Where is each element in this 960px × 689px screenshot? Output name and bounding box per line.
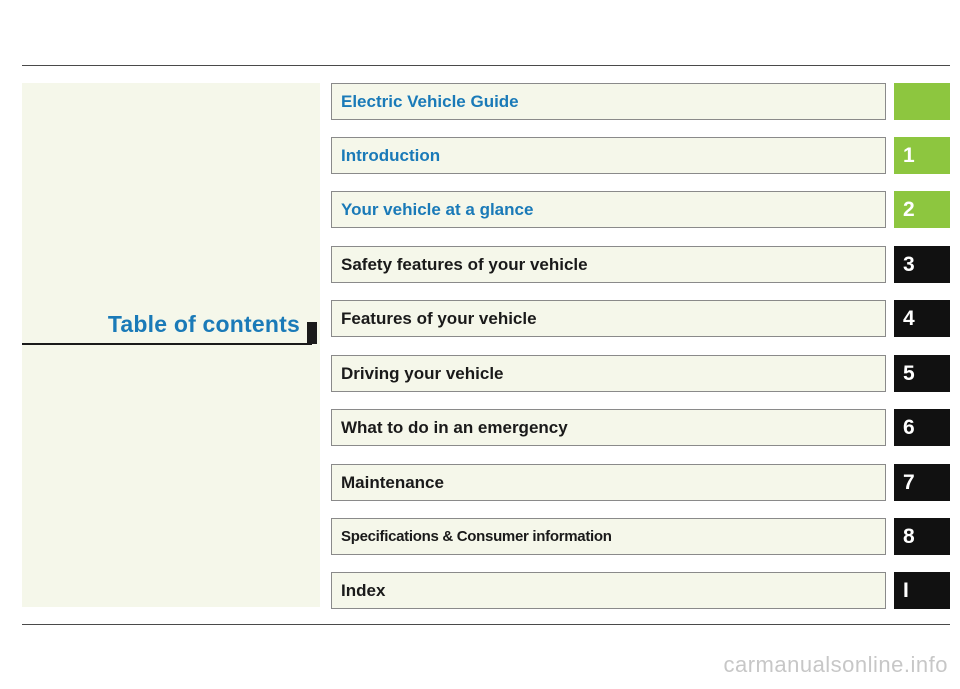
chapter-tab-1[interactable] [894,137,950,174]
chapter-tab-label: 1 [903,144,915,167]
toc-entry-label: What to do in an emergency [341,418,568,437]
chapter-tab-7[interactable] [894,464,950,501]
toc-entry-safety-features[interactable] [331,246,886,283]
toc-entry-label: Features of your vehicle [341,309,537,328]
toc-entry-label: Driving your vehicle [341,364,504,383]
toc-entry-label: Maintenance [341,473,444,492]
chapter-tab-6[interactable] [894,409,950,446]
title-marker [307,322,317,344]
title-underline [22,343,312,345]
toc-entry-label: Electric Vehicle Guide [341,92,519,111]
page-title: Table of contents [107,311,300,337]
chapter-tab-5[interactable] [894,355,950,392]
chapter-tab-4[interactable] [894,300,950,337]
chapter-tab-label: 8 [903,525,915,548]
chapter-tab-label: 7 [903,471,915,494]
chapter-tab-ev-guide[interactable] [894,83,950,120]
toc-entry-driving[interactable] [331,355,886,392]
toc-entry-introduction[interactable] [331,137,886,174]
chapter-tab-label: 3 [903,253,915,276]
toc-entry-electric-vehicle-guide[interactable] [331,83,886,120]
toc-entry-emergency[interactable] [331,409,886,446]
chapter-tab-label: I [903,579,909,602]
toc-entry-label: Safety features of your vehicle [341,255,588,274]
toc-entry-label: Introduction [341,146,441,165]
chapter-tab-label: 4 [903,307,915,330]
chapter-tab-index[interactable] [894,572,950,609]
chapter-tab-label: 6 [903,416,915,439]
chapter-tab-3[interactable] [894,246,950,283]
toc-entry-index[interactable] [331,572,886,609]
chapter-tab-8[interactable] [894,518,950,555]
chapter-tab-2[interactable] [894,191,950,228]
toc-entry-specifications[interactable] [331,518,886,555]
chapter-tab-label: 2 [903,198,915,221]
toc-entry-vehicle-at-a-glance[interactable] [331,191,886,228]
toc-entry-label: Your vehicle at a glance [341,200,534,219]
toc-entry-maintenance[interactable] [331,464,886,501]
toc-entry-label: Index [341,581,386,600]
toc-entry-features[interactable] [331,300,886,337]
bottom-rule [22,624,950,625]
toc-entry-label: Specifications & Consumer information [341,528,612,545]
watermark-text: carmanualsonline.info [723,652,948,677]
chapter-tab-label: 5 [903,362,915,385]
top-rule [22,65,950,66]
